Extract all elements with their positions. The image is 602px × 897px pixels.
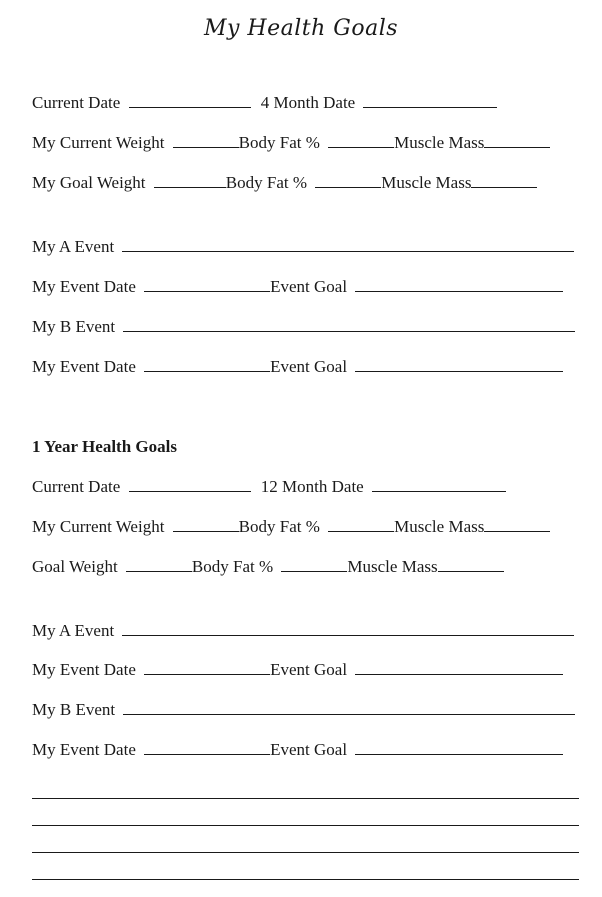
event-date-row-1	[32, 659, 563, 681]
event-goal-label: Event Goal	[270, 660, 348, 679]
four-month-date-field[interactable]	[363, 92, 497, 108]
notes-line[interactable]	[32, 852, 579, 853]
b-event-row	[32, 316, 575, 338]
notes-line[interactable]	[32, 825, 579, 826]
event-goal-field[interactable]	[355, 356, 563, 372]
goal-muscle-mass-label: Muscle Mass	[381, 173, 472, 192]
event-date-row-1	[32, 276, 563, 298]
event-date-row-2	[32, 739, 563, 761]
muscle-mass-label: Muscle Mass	[394, 133, 485, 152]
event-date-label: My Event Date	[32, 357, 136, 376]
current-weight-label: My Current Weight	[32, 133, 165, 152]
twelve-month-date-field[interactable]	[372, 476, 506, 492]
event-date-field[interactable]	[144, 659, 270, 675]
current-date-row	[32, 92, 497, 114]
event-goal-label: Event Goal	[270, 357, 348, 376]
event-date-field[interactable]	[144, 739, 270, 755]
current-date-label: Current Date	[32, 477, 121, 496]
current-weight-field[interactable]	[173, 132, 239, 148]
a-event-field[interactable]	[122, 620, 574, 636]
b-event-label: My B Event	[32, 700, 116, 719]
muscle-mass-field[interactable]	[484, 132, 550, 148]
b-event-field[interactable]	[123, 699, 575, 715]
b-event-field[interactable]	[123, 316, 575, 332]
event-date-label: My Event Date	[32, 277, 136, 296]
a-event-row	[32, 620, 574, 642]
a-event-label: My A Event	[32, 237, 115, 256]
event-date-row-2	[32, 356, 563, 378]
current-weight-label: My Current Weight	[32, 517, 165, 536]
event-goal-field[interactable]	[355, 739, 563, 755]
current-date-field[interactable]	[129, 476, 251, 492]
muscle-mass-field[interactable]	[484, 516, 550, 532]
notes-line[interactable]	[32, 879, 579, 880]
goal-body-fat-field[interactable]	[315, 172, 381, 188]
a-event-label: My A Event	[32, 621, 115, 640]
body-fat-field[interactable]	[328, 132, 394, 148]
a-event-field[interactable]	[122, 236, 574, 252]
b-event-label: My B Event	[32, 317, 116, 336]
goal-body-fat-label: Body Fat %	[191, 557, 274, 576]
goal-weight-label: My Goal Weight	[32, 173, 146, 192]
goal-weight-row	[32, 172, 537, 194]
page-title: My Health Goals	[203, 16, 399, 41]
event-date-label: My Event Date	[32, 660, 136, 679]
goal-muscle-mass-label: Muscle Mass	[347, 557, 438, 576]
current-date-label: Current Date	[32, 93, 121, 112]
goal-weight-row	[32, 556, 504, 578]
current-weight-row	[32, 132, 550, 154]
b-event-row	[32, 699, 575, 721]
goal-weight-field[interactable]	[154, 172, 226, 188]
a-event-row	[32, 236, 574, 258]
goal-weight-field[interactable]	[126, 556, 192, 572]
body-fat-label: Body Fat %	[238, 133, 320, 152]
section-heading: 1 Year Health Goals	[32, 437, 177, 456]
twelve-month-date-label: 12 Month Date	[260, 477, 364, 496]
event-goal-label: Event Goal	[270, 277, 348, 296]
event-date-field[interactable]	[144, 276, 270, 292]
current-date-row	[32, 476, 506, 498]
event-date-label: My Event Date	[32, 740, 136, 759]
goal-weight-label: Goal Weight	[32, 557, 118, 576]
muscle-mass-label: Muscle Mass	[394, 517, 485, 536]
goal-muscle-mass-field[interactable]	[471, 172, 537, 188]
notes-line[interactable]	[32, 798, 579, 799]
event-goal-field[interactable]	[355, 659, 563, 675]
event-date-field[interactable]	[144, 356, 270, 372]
four-month-date-label: 4 Month Date	[260, 93, 356, 112]
goal-body-fat-label: Body Fat %	[225, 173, 308, 192]
current-weight-field[interactable]	[173, 516, 239, 532]
goal-muscle-mass-field[interactable]	[438, 556, 504, 572]
event-goal-field[interactable]	[355, 276, 563, 292]
goal-body-fat-field[interactable]	[281, 556, 347, 572]
current-date-field[interactable]	[129, 92, 251, 108]
event-goal-label: Event Goal	[270, 740, 348, 759]
current-weight-row	[32, 516, 550, 538]
body-fat-label: Body Fat %	[238, 517, 320, 536]
body-fat-field[interactable]	[328, 516, 394, 532]
